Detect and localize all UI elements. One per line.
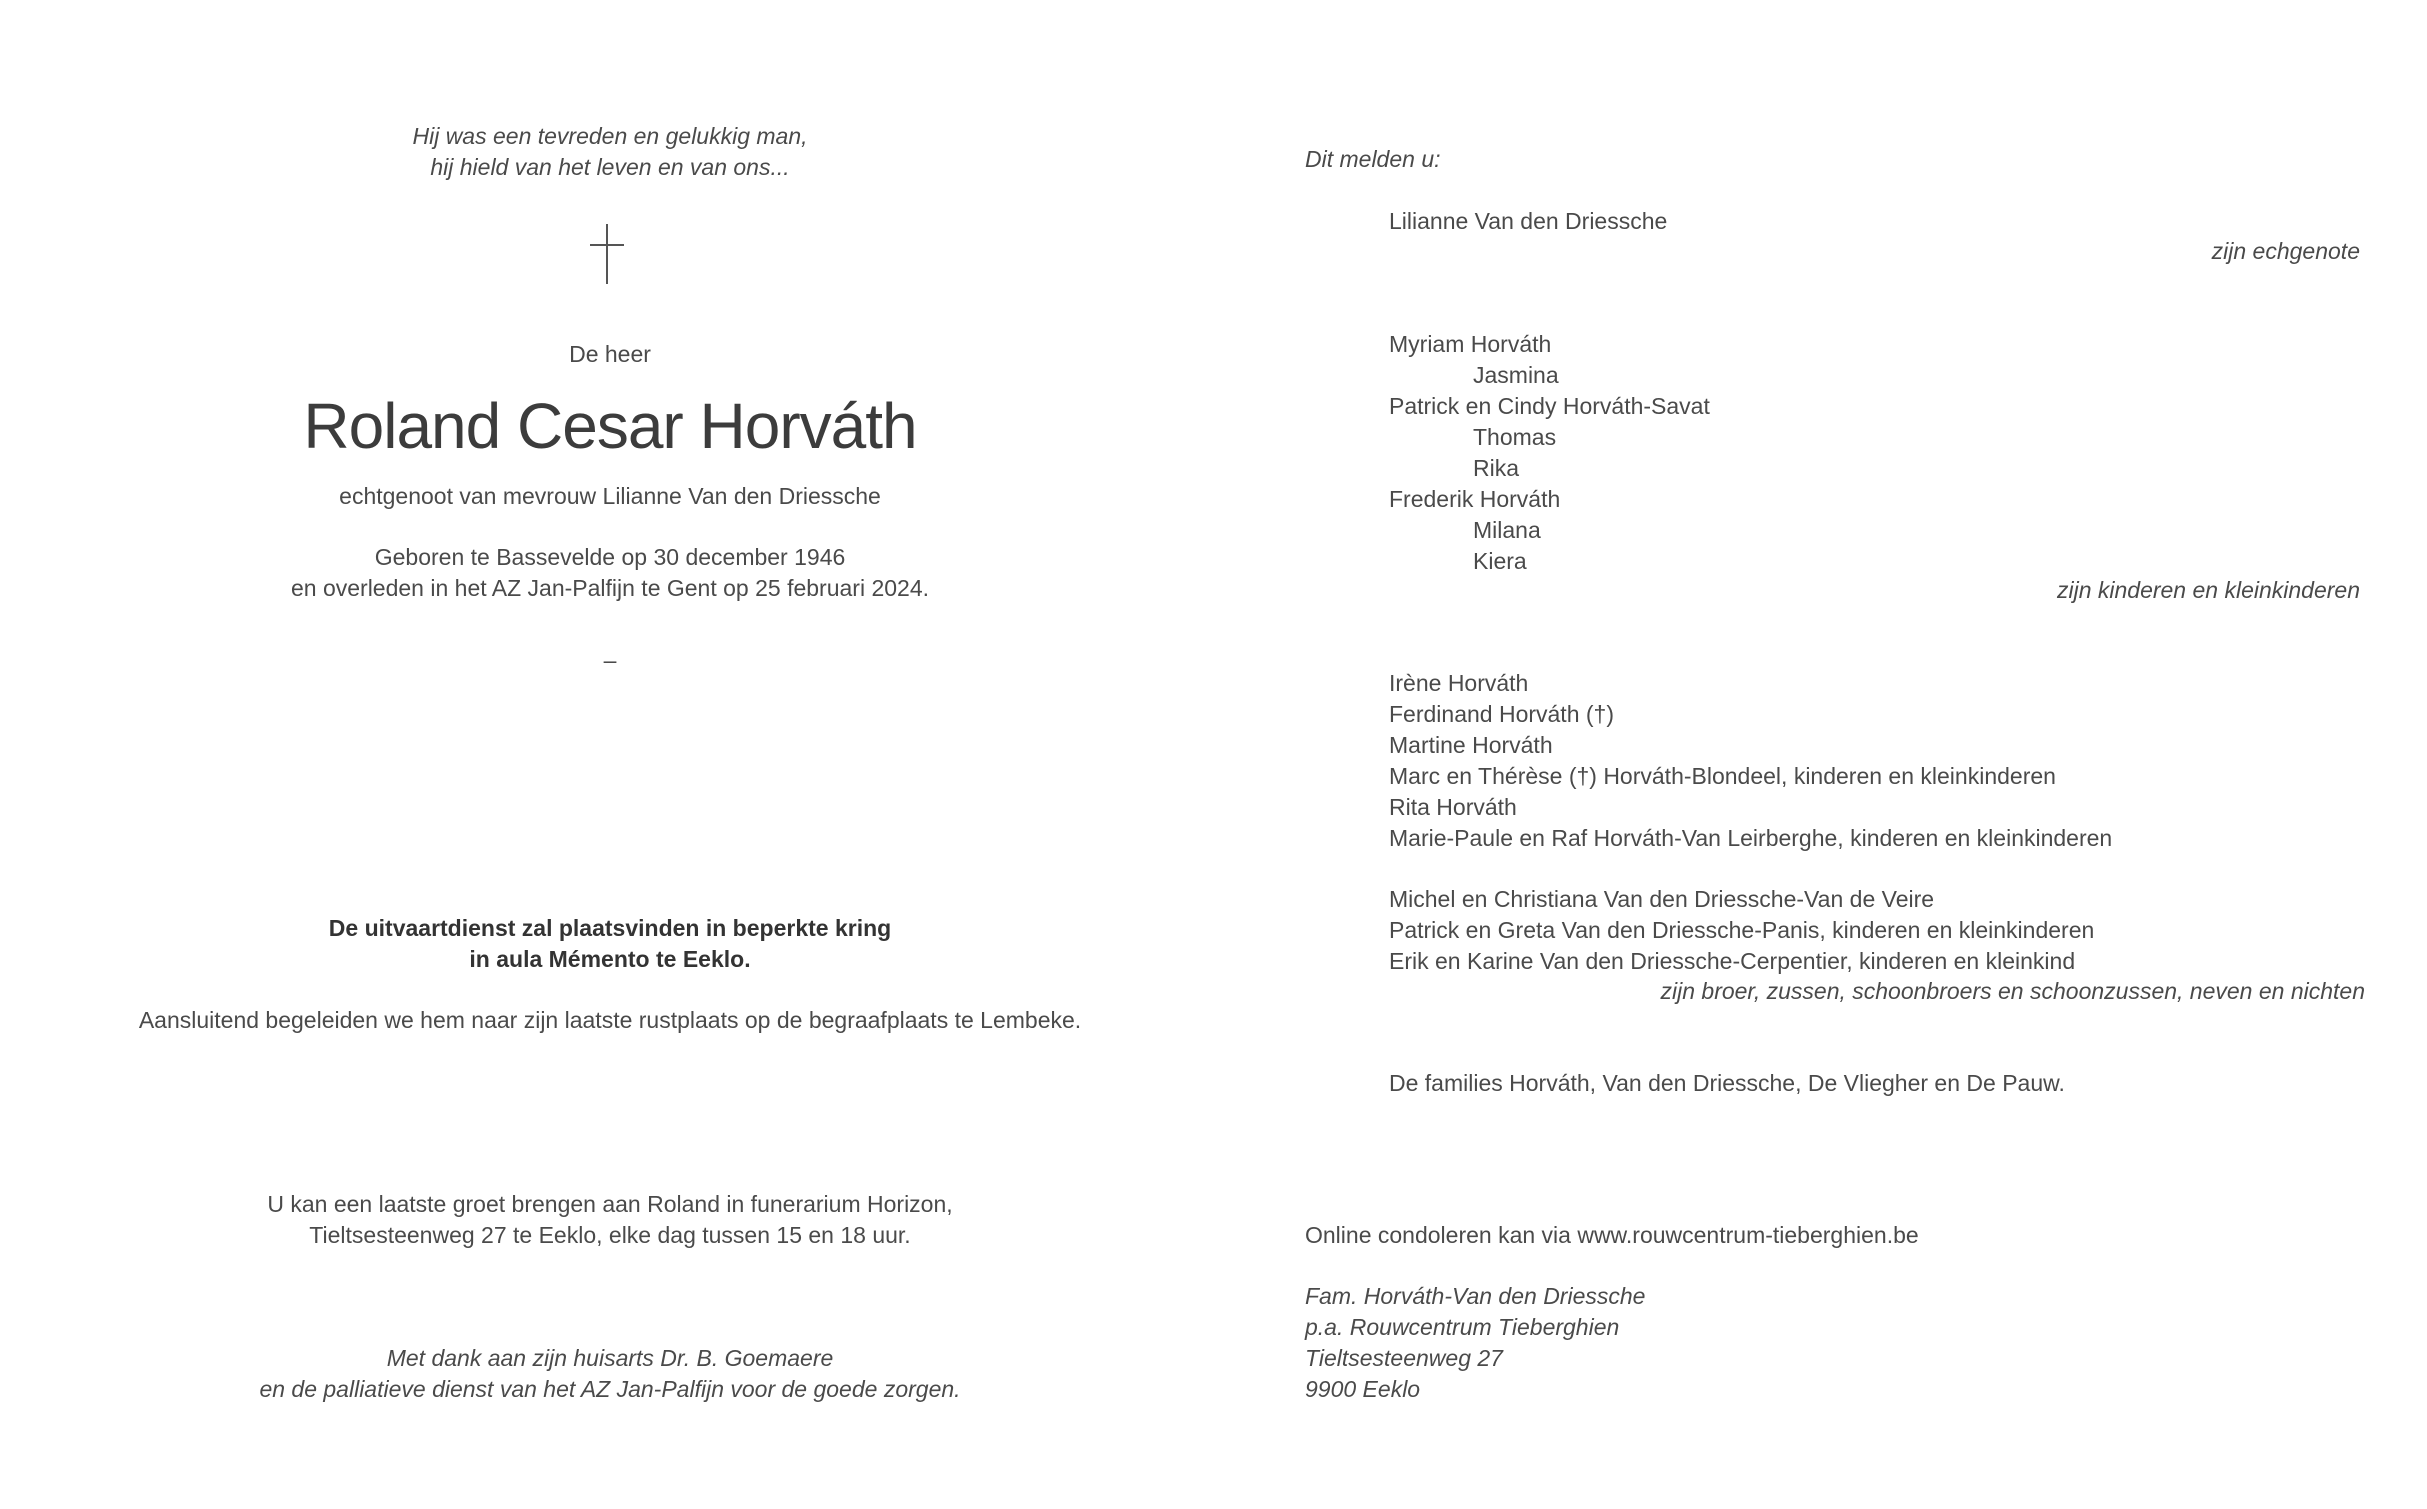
- deceased-name: Roland Cesar Horváth: [303, 390, 917, 462]
- death-line: en overleden in het AZ Jan-Palfijn te Gent op 25 februari 2024.: [290, 575, 930, 601]
- address-line: Tieltsesteenweg 27: [1305, 1345, 1503, 1371]
- sibling-line: Irène Horváth: [1389, 670, 1529, 696]
- service-line-1: De uitvaartdienst zal plaatsvinden in beperkte kring: [328, 915, 892, 941]
- children-relation: zijn kinderen en kleinkinderen: [2056, 577, 2360, 603]
- grandchild-line: Kiera: [1473, 548, 1527, 574]
- sibling-line: Martine Horváth: [1389, 732, 1553, 758]
- spouse-relation: zijn echgenote: [2211, 238, 2360, 264]
- visit-line-2: Tieltsesteenweg 27 te Eeklo, elke dag tussen 15 en 18 uur.: [309, 1222, 911, 1248]
- quote-line-1: Hij was een tevreden en gelukkig man,: [412, 123, 808, 149]
- child-line: Myriam Horváth: [1389, 331, 1552, 357]
- grandchild-line: Milana: [1473, 517, 1541, 543]
- sibling-line: Rita Horváth: [1389, 794, 1517, 820]
- sibling-line: Michel en Christiana Van den Driessche-Van de Veire: [1389, 886, 1935, 912]
- service-line-2: in aula Mémento te Eeklo.: [469, 946, 751, 972]
- child-line: Patrick en Cindy Horváth-Savat: [1389, 393, 1710, 419]
- intro-text: Dit melden u:: [1305, 146, 1441, 172]
- sibling-line: Ferdinand Horváth (†): [1389, 701, 1614, 727]
- separator-dash: –: [603, 647, 617, 673]
- address-line: 9900 Eeklo: [1305, 1376, 1421, 1402]
- thanks-line-1: Met dank aan zijn huisarts Dr. B. Goemaere: [386, 1345, 834, 1371]
- child-line: Frederik Horváth: [1389, 486, 1561, 512]
- thanks-line-2: en de palliatieve dienst van het AZ Jan-Palfijn voor de goede zorgen.: [259, 1376, 961, 1402]
- honorific: De heer: [569, 341, 651, 367]
- burial-line: Aansluitend begeleiden we hem naar zijn laatste rustplaats op de begraafplaats te Lembeke.: [138, 1007, 1082, 1033]
- visit-line-1: U kan een laatste groet brengen aan Roland in funerarium Horizon,: [267, 1191, 953, 1217]
- spouse-line: echtgenoot van mevrouw Lilianne Van den Driessche: [339, 483, 881, 509]
- sibling-line: Erik en Karine Van den Driessche-Cerpentier, kinderen en kleinkind: [1389, 948, 2076, 974]
- quote-line-2: hij hield van het leven en van ons...: [430, 154, 790, 180]
- address-line: Fam. Horváth-Van den Driessche: [1305, 1283, 1646, 1309]
- families-line: De families Horváth, Van den Driessche, De Vliegher en De Pauw.: [1389, 1070, 2065, 1096]
- sibling-line: Marc en Thérèse (†) Horváth-Blondeel, kinderen en kleinkinderen: [1389, 763, 2056, 789]
- siblings-relation: zijn broer, zussen, schoonbroers en schoonzussen, neven en nichten: [1660, 978, 2365, 1004]
- spouse-name: Lilianne Van den Driessche: [1389, 208, 1668, 234]
- sibling-line: Patrick en Greta Van den Driessche-Panis, kinderen en kleinkinderen: [1389, 917, 2095, 943]
- address-line: p.a. Rouwcentrum Tieberghien: [1305, 1314, 1620, 1340]
- grandchild-line: Jasmina: [1473, 362, 1559, 388]
- birth-line: Geboren te Bassevelde op 30 december 1946: [374, 544, 846, 570]
- grandchild-line: Thomas: [1473, 424, 1557, 450]
- grandchild-line: Rika: [1473, 455, 1520, 481]
- sibling-line: Marie-Paule en Raf Horváth-Van Leirberghe, kinderen en kleinkinderen: [1389, 825, 2113, 851]
- online-condolence-line: Online condoleren kan via www.rouwcentrum-tieberghien.be: [1305, 1222, 1919, 1248]
